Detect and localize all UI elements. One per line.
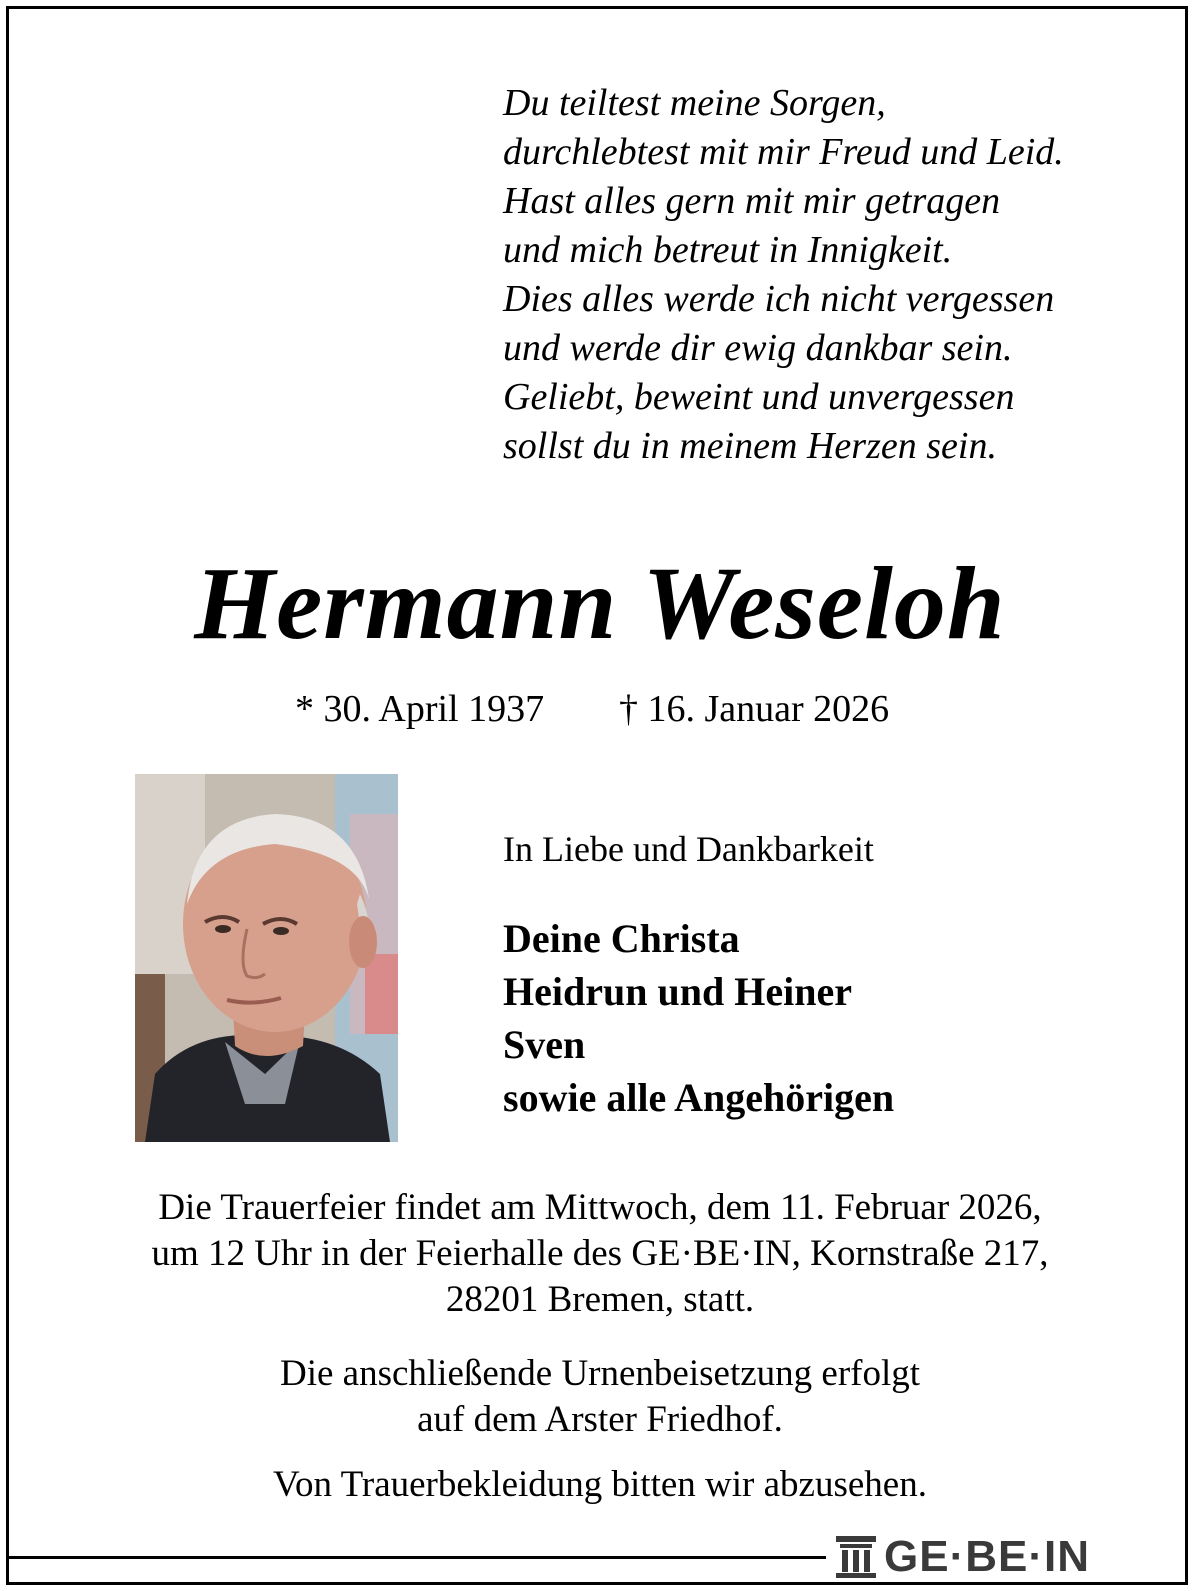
obituary-frame xyxy=(6,6,1188,1585)
burial-line: auf dem Arster Friedhof. xyxy=(417,1399,783,1440)
clothing-note: Von Trauerbekleidung bitten wir abzusehen. xyxy=(273,1464,927,1505)
family-member: Deine Christa xyxy=(503,916,740,961)
ceremony-line: um 12 Uhr in der Feierhalle des GE·BE·IN, Kornstraße 217, xyxy=(151,1233,1049,1274)
family-member: Heidrun und Heiner xyxy=(503,969,852,1014)
portrait-illustration xyxy=(135,774,398,1142)
poem-line: und mich betreut in Innigkeit. xyxy=(503,229,953,271)
family-member: Sven xyxy=(503,1022,586,1067)
ceremony-info xyxy=(9,1185,1191,1323)
poem-line: Dies alles werde ich nicht vergessen xyxy=(503,278,1055,320)
family-member: sowie alle Angehörigen xyxy=(503,1075,895,1120)
family-list xyxy=(503,912,894,1124)
poem-line: Hast alles gern mit mir getragen xyxy=(503,180,1001,222)
poem-line: Geliebt, beweint und unvergessen xyxy=(503,376,1015,418)
burial-info xyxy=(9,1351,1191,1443)
logo-divider xyxy=(6,1556,826,1559)
birth-date: * 30. April 1937 xyxy=(295,688,545,730)
poem-line: durchlebtest mit mir Freud und Leid. xyxy=(503,131,1064,173)
logo-text: GE·BE·IN xyxy=(884,1532,1090,1581)
ceremony-line: 28201 Bremen, statt. xyxy=(445,1279,755,1320)
poem-line: sollst du in meinem Herzen sein. xyxy=(503,425,997,467)
poem-line: und werde dir ewig dankbar sein. xyxy=(503,327,1013,369)
ceremony-line: Die Trauerfeier findet am Mittwoch, dem 11. Februar 2026, xyxy=(158,1187,1042,1228)
dedication-text: In Liebe und Dankbarkeit xyxy=(503,829,874,869)
poem xyxy=(503,79,1064,471)
poem-line: Du teiltest meine Sorgen, xyxy=(503,82,886,124)
death-date: † 16. Januar 2026 xyxy=(619,688,890,730)
portrait-photo xyxy=(135,774,398,1142)
funeral-home-logo xyxy=(836,1532,1090,1582)
burial-line: Die anschließende Urnenbeisetzung erfolgt xyxy=(279,1353,921,1394)
deceased-name: Hermann Weseloh xyxy=(194,546,1006,661)
building-icon xyxy=(836,1536,876,1578)
